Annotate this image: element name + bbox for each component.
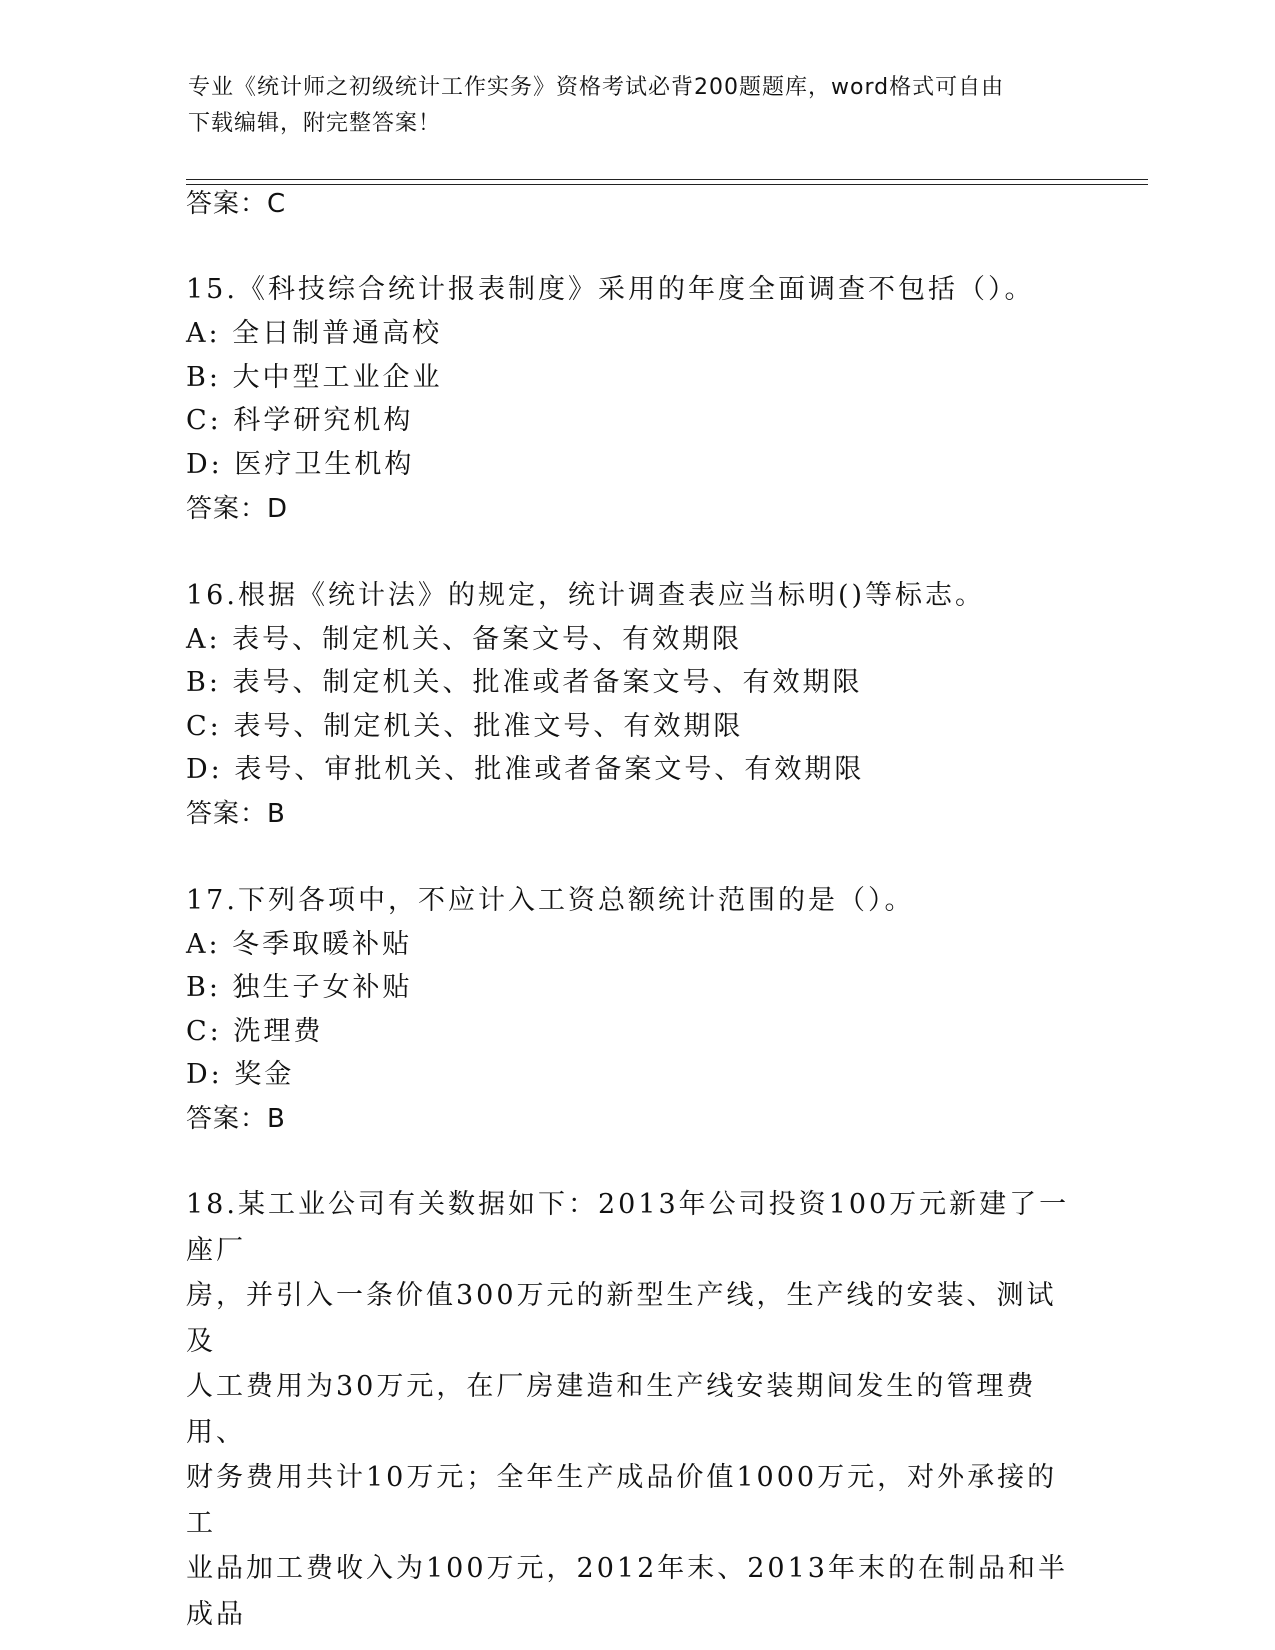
q18-line-1: 18.某工业公司有关数据如下：2013年公司投资100万元新建了一座厂 bbox=[186, 1189, 1070, 1266]
q17-option-b: B: 独生子女补贴 bbox=[186, 972, 413, 1003]
question-16: 16.根据《统计法》的规定，统计调查表应当标明()等标志。 bbox=[186, 580, 986, 611]
q16-option-c: C: 表号、制定机关、批准文号、有效期限 bbox=[186, 711, 744, 742]
question-17: 17.下列各项中，不应计入工资总额统计范围的是（）。 bbox=[186, 885, 915, 916]
header-rule-top bbox=[186, 179, 1148, 180]
q17-option-d: D: 奖金 bbox=[186, 1059, 295, 1090]
question-18 bbox=[186, 1182, 1086, 1637]
answer-16: 答案：B bbox=[186, 799, 286, 829]
q18-line-5: 业品加工费收入为100万元，2012年末、2013年末的在制品和半成品 bbox=[186, 1553, 1068, 1630]
question-15: 15.《科技综合统计报表制度》采用的年度全面调查不包括（）。 bbox=[186, 274, 1035, 305]
header-line-2: 下载编辑，附完整答案！ bbox=[188, 111, 442, 136]
header-line-1: 专业《统计师之初级统计工作实务》资格考试必背200题题库，word格式可自由 bbox=[188, 75, 1005, 100]
answer-15: 答案：D bbox=[186, 494, 289, 524]
answer-17: 答案：B bbox=[186, 1104, 286, 1134]
q18-line-4: 财务费用共计10万元；全年生产成品价值1000万元，对外承接的工 bbox=[186, 1462, 1058, 1539]
q16-option-a: A: 表号、制定机关、备案文号、有效期限 bbox=[186, 624, 743, 655]
answer-14: 答案：C bbox=[186, 189, 287, 219]
q18-line-2: 房，并引入一条价值300万元的新型生产线，生产线的安装、测试及 bbox=[186, 1280, 1057, 1357]
q16-option-d: D: 表号、审批机关、批准或者备案文号、有效期限 bbox=[186, 754, 865, 785]
document-header bbox=[188, 70, 1088, 142]
q15-option-a: A: 全日制普通高校 bbox=[186, 318, 443, 349]
q15-option-b: B: 大中型工业企业 bbox=[186, 362, 443, 393]
q16-option-b: B: 表号、制定机关、批准或者备案文号、有效期限 bbox=[186, 667, 863, 698]
q17-option-c: C: 洗理费 bbox=[186, 1016, 324, 1047]
q15-option-d: D: 医疗卫生机构 bbox=[186, 449, 415, 480]
q15-option-c: C: 科学研究机构 bbox=[186, 405, 414, 436]
q17-option-a: A: 冬季取暖补贴 bbox=[186, 929, 413, 960]
header-rule-bottom bbox=[186, 184, 1148, 185]
q18-line-3: 人工费用为30万元，在厂房建造和生产线安装期间发生的管理费用、 bbox=[186, 1371, 1037, 1448]
